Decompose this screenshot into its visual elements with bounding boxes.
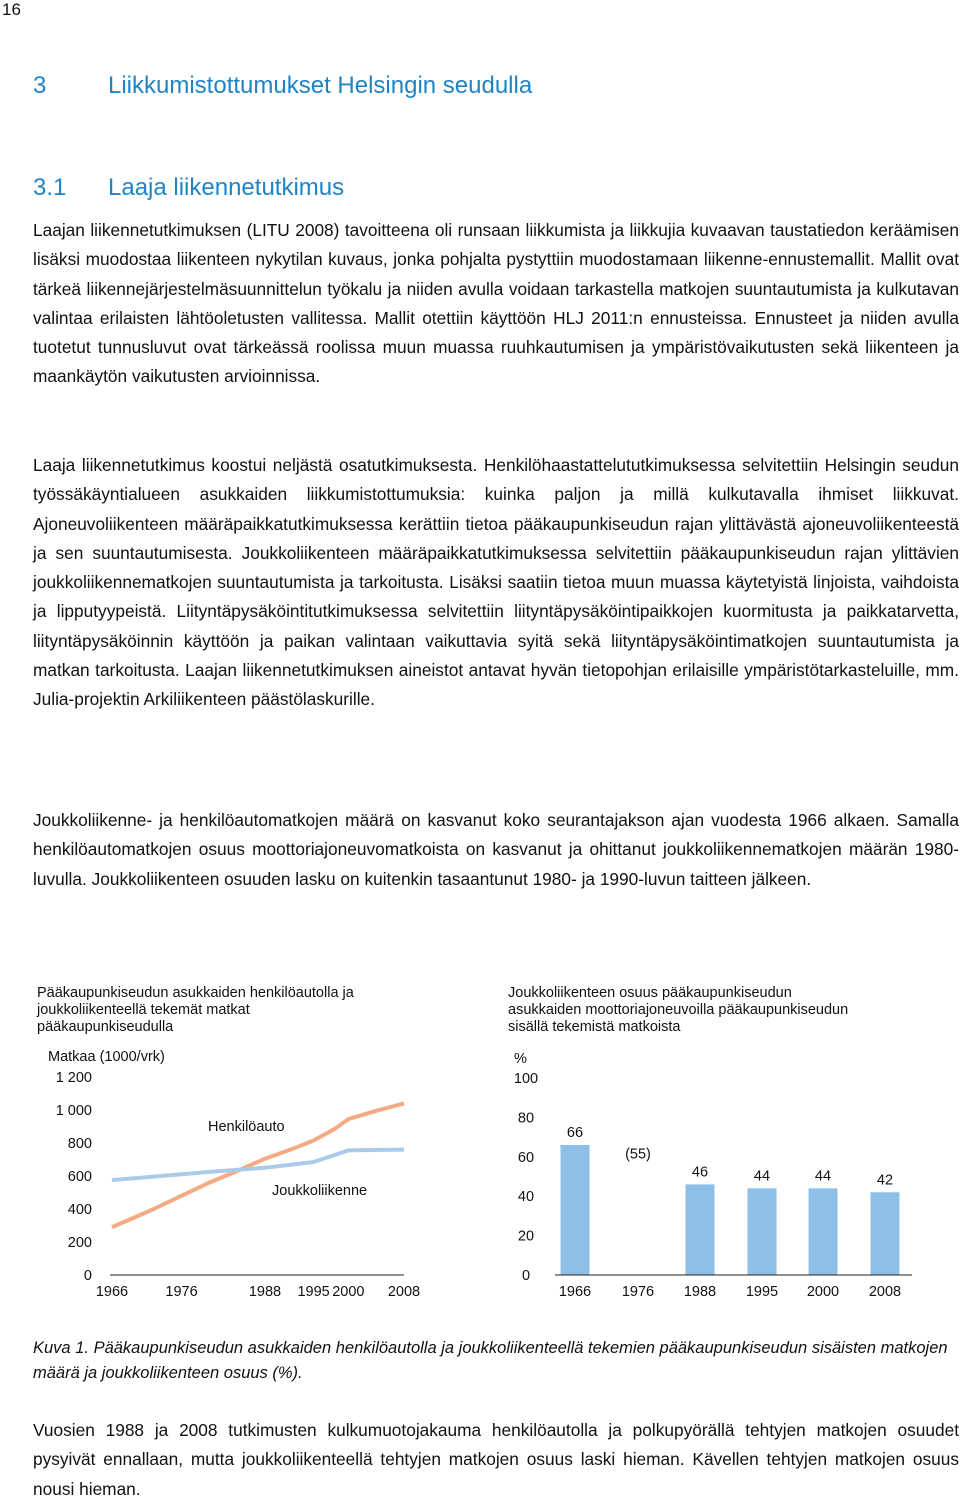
bar-chart: [480, 1030, 950, 1310]
bar-chart-ytick-label: 20: [517, 1228, 535, 1245]
series-label-henkiloauto: Henkilöauto: [208, 1119, 285, 1135]
section-heading: [33, 174, 344, 202]
line-chart-ytick-label: 200: [67, 1235, 92, 1251]
line-chart-ytick-label: 1 000: [55, 1103, 92, 1119]
series-label-joukkoliikenne: Joukkoliikenne: [272, 1183, 368, 1199]
bar-value-label-1966: 66: [566, 1124, 584, 1141]
page-number: 16: [2, 0, 21, 19]
caption-text: Pääkaupunkiseudun asukkaiden henkilöautolla ja joukkoliikenteellä tekemien pääkaupunkiseudun sisäisten matkojen määrä ja joukkoliikenteen osuus (%).: [33, 1339, 948, 1382]
line-chart-xtick-label: 1988: [248, 1284, 282, 1300]
chapter-title: Liikkumistottumukset Helsingin seudulla: [108, 72, 533, 99]
bar-chart-ytick-label: 100: [513, 1071, 539, 1087]
paragraph-3: Joukkoliikenne- ja henkilöautomatkojen määrä on kasvanut koko seurantajakson ajan vuodesta 1966 alkaen. Samalla henkilöautomatkojen osuus moottoriajoneuvomatkoista on kasvanut ja ohittanut joukkoliikennematkojen määrän 1980-luvulla. Joukkoliikenteen osuuden lasku on kuitenkin tasaantunut 1980- ja 1990-luvun taitteen jälkeen.: [33, 810, 959, 889]
bar-chart-ytick-label: 80: [517, 1110, 535, 1127]
line-chart-xtick-label: 1995: [297, 1284, 330, 1300]
section-title: Laaja liikennetutkimus: [108, 174, 345, 201]
line-chart-xtick-label: 2008: [387, 1284, 421, 1300]
line-chart-xtick-label: 1966: [95, 1284, 129, 1300]
paragraph-4: Vuosien 1988 ja 2008 tutkimusten kulkumuotojakauma henkilöautolla ja polkupyörällä tehtyjen matkojen osuudet pysyivät ennallaan, mutta joukkoliikenteellä tehtyjen matkojen osuus laski hieman. Kävellen tehtyjen matkojen osuus nousi hieman.: [33, 1420, 959, 1499]
bar-chart-xtick-label: 1966: [558, 1284, 592, 1300]
bar-2000: [809, 1188, 838, 1275]
bar-chart-xtick-label: 2008: [868, 1284, 902, 1300]
bar-chart-ylabel: %: [514, 1051, 527, 1067]
bar-value-label-1995: 44: [753, 1168, 771, 1185]
chapter-heading: [33, 72, 532, 100]
bar-chart-ytick-label: 60: [517, 1149, 535, 1166]
bar-1966: [561, 1145, 590, 1275]
figure-caption: [33, 1336, 959, 1386]
line-chart-ytick-label: 800: [67, 1136, 92, 1152]
line-chart-ytick-label: 0: [83, 1268, 92, 1284]
bar-chart-xtick-label: 2000: [806, 1284, 840, 1300]
left-chart-title: Pääkaupunkiseudun asukkaiden henkilöautolla ja joukkoliikenteellä tekemät matkat pääkaupunkiseudulla: [37, 985, 354, 1035]
bar-1995: [748, 1188, 777, 1275]
line-chart-xtick-label: 2000: [332, 1284, 365, 1300]
right-chart-title: Joukkoliikenteen osuus pääkaupunkiseudun asukkaiden moottoriajoneuvoilla pääkaupunkiseudun sisällä tekemistä matkoista: [508, 985, 849, 1035]
line-chart-xtick-label: 1976: [165, 1284, 198, 1300]
line-chart-ylabel: Matkaa (1000/vrk): [48, 1049, 165, 1065]
bar-chart-ytick-label: 40: [517, 1189, 535, 1206]
series-line-joukkoliikenne: [112, 1150, 404, 1181]
bar-chart-ytick-label: 0: [521, 1268, 531, 1284]
section-number: 3.1: [33, 174, 67, 201]
paragraph-1: Laajan liikennetutkimuksen (LITU 2008) tavoitteena oli runsaan liikkumista ja liikkujia kuvaavan taustatiedon keräämisen lisäksi muodostaa liikenteen nykytilan kuvaus, jonka pohjalta pystyttiin muodostamaan liikenne-ennustemallit. Mallit ovat tärkeä liikennejärjestelmäsuunnittelun työkalu ja niiden avulla voidaan tarkastella matkojen suuntautumista ja kulkutavan valintaa erilaisten lähtöoletusten vallitessa. Mallit otettiin käyttöön HLJ 2011:n ennusteissa. Ennusteet ja niiden avulla tuotetut tunnusluvut ovat tärkeässä roolissa muun muassa ruuhkautumisen ja ympäristövaikutusten sekä liikenteen ja maankäytön vaikutusten arvioinnissa.: [33, 220, 959, 387]
bar-2008: [871, 1192, 900, 1275]
caption-label: Kuva 1.: [33, 1339, 89, 1357]
paragraph-2: Laaja liikennetutkimus koostui neljästä osatutkimuksesta. Henkilöhaastattelututkimuksessa selvitettiin Helsingin seudun työssäkäyntialueen asukkaiden liikkumistottumuksia: kuinka paljon ja millä kulkutavalla ihmiset liikkuvat. Ajoneuvoliikenteen määräpaikkatutkimuksessa kerättiin tietoa pääkaupunkiseudun rajan ylittävästä ajoneuvoliikenteestä ja sen suuntautumisesta. Joukkoliikenteen määräpaikkatutkimuksessa selvitettiin pääkaupunkiseudun rajan ylittävien joukkoliikennematkojen suuntautumista ja tarkoitusta. Lisäksi saatiin tietoa muun muassa käytetyistä linjoista, vaihdoista ja lipputyypeistä. Liityntäpysäköintitutkimuksessa selvitettiin liityntäpysäköintipaikkojen kuormitusta ja paikkatarvetta, liityntäpysäköinnin käyttöön ja paikan valintaan vaikuttavia syitä sekä liityntäpysäköintimatkojen suuntautumista ja matkan tarkoitusta. Laajan liikennetutkimuksen aineistot antavat hyvän tietopohjan erilaisille ympäristötarkasteluille, mm. Julia-projektin Arkiliikenteen päästölaskurille.: [33, 455, 959, 710]
bar-value-label-2008: 42: [876, 1172, 894, 1189]
line-chart-ytick-label: 600: [67, 1169, 92, 1185]
bar-value-label-1976: (55): [625, 1146, 651, 1163]
bar-value-label-1988: 46: [691, 1164, 709, 1181]
bar-chart-xtick-label: 1976: [621, 1284, 655, 1300]
bar-chart-xtick-label: 1988: [683, 1284, 717, 1300]
line-chart-ytick-label: 1 200: [55, 1070, 92, 1086]
chapter-number: 3: [33, 72, 47, 99]
bar-1988: [686, 1184, 715, 1275]
line-chart: [0, 1030, 460, 1310]
bar-chart-xtick-label: 1995: [745, 1284, 779, 1300]
bar-value-label-2000: 44: [814, 1168, 832, 1185]
line-chart-ytick-label: 400: [67, 1202, 92, 1218]
